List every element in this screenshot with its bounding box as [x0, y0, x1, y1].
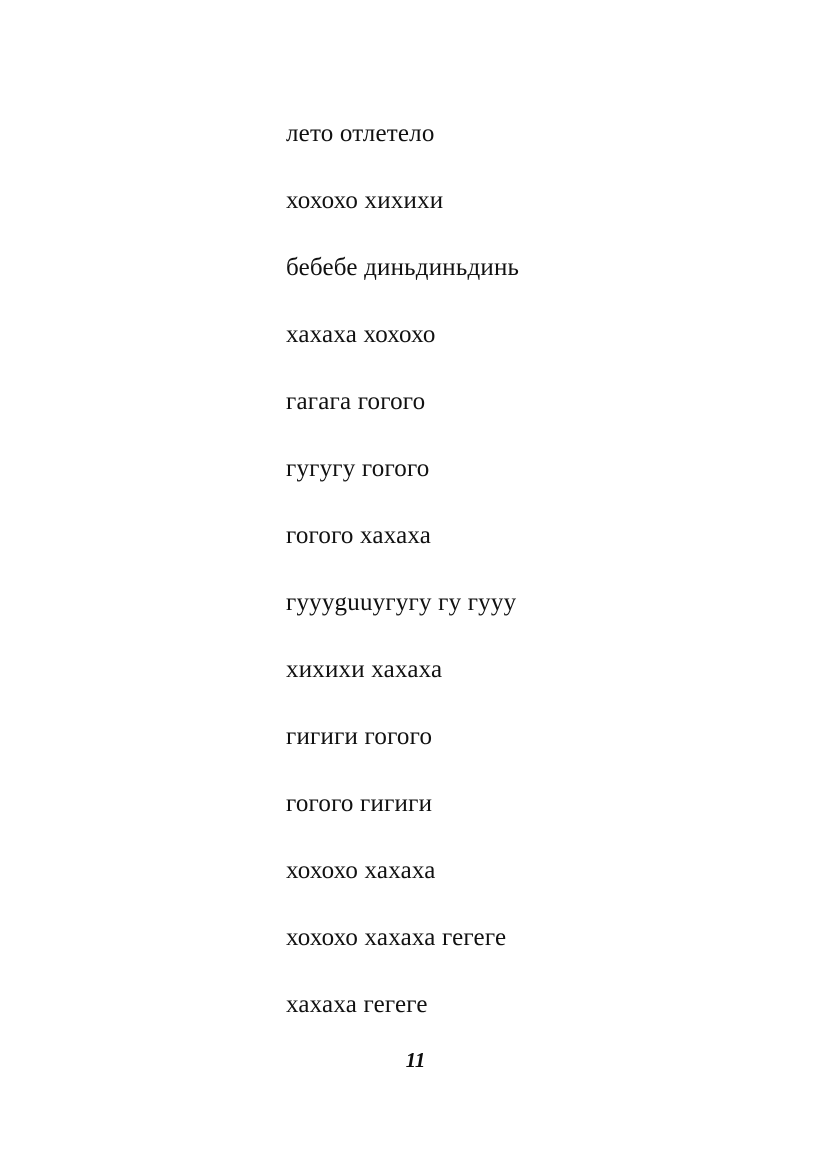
poem-line: лето отлетело — [286, 120, 435, 147]
poem-line: гогого хахаха — [286, 522, 432, 549]
poem-text-block — [286, 100, 746, 1038]
poem-line: гигиги гогого — [286, 723, 433, 750]
poem-line: гогого гигиги — [286, 790, 433, 817]
poem-line: хихихи хахаха — [286, 656, 443, 683]
poem-line: гагага гогого — [286, 388, 426, 415]
poem-line: хохохо хихихи — [286, 187, 444, 214]
poem-line: хохохо хахаха — [286, 857, 436, 884]
poem-line: хохохо хахаха гегеге — [286, 924, 507, 951]
poem-line: гуууguuугугу гу гууу — [286, 589, 517, 616]
poem-line: хахаха хохохо — [286, 321, 436, 348]
page-number: 11 — [405, 1048, 426, 1072]
poem-line: хахаха гегеге — [286, 991, 428, 1018]
poem-line: гугугу гогого — [286, 455, 430, 482]
poem-line: бебебе диньдиньдинь — [286, 254, 520, 281]
